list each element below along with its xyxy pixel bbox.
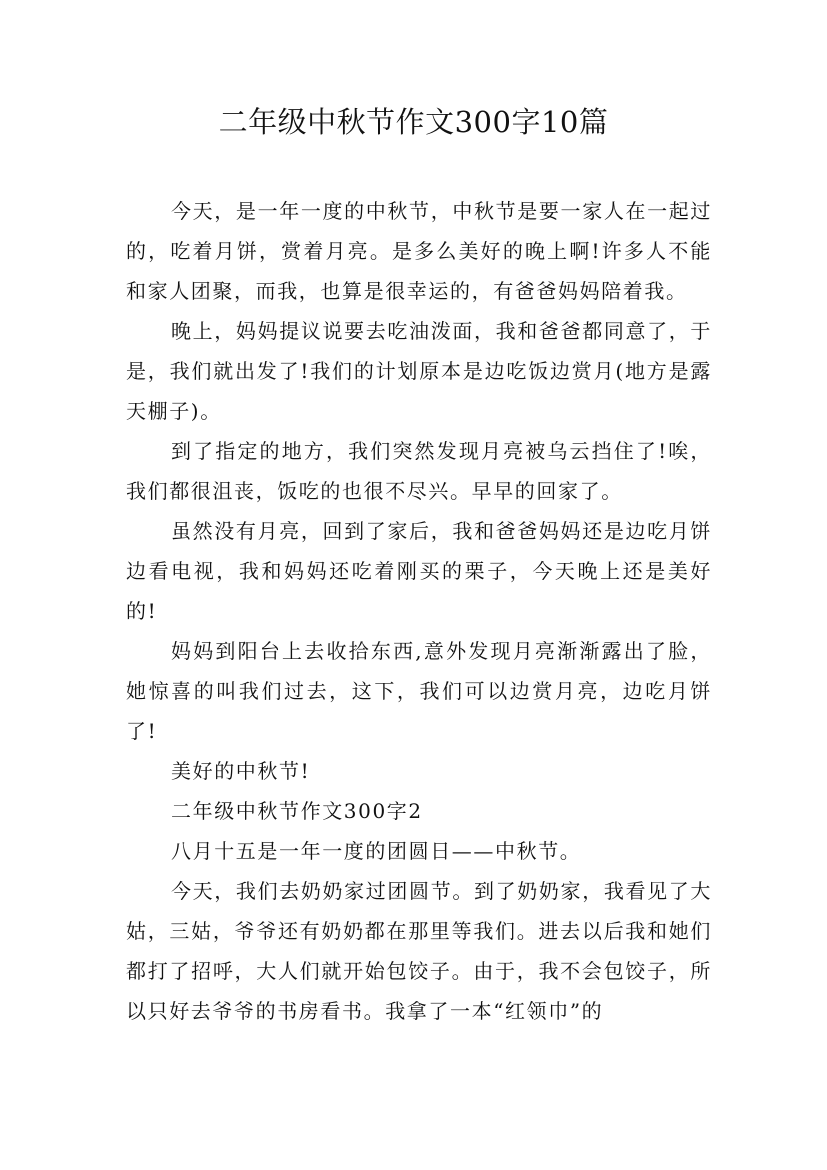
paragraph: 美好的中秋节!: [171, 759, 311, 783]
paragraph: 虽然没有月亮，回到了家后，我和爸爸妈妈还是边吃月饼边看电视，我和妈妈还吃着刚买的栗子，今天晚上还是美好的!: [126, 519, 712, 623]
paragraph: 晚上，妈妈提议说要去吃油泼面，我和爸爸都同意了，于是，我们就出发了!我们的计划原本是边吃饭边赏月(地方是露天棚子)。: [126, 319, 712, 423]
section-heading: 二年级中秋节作文300字2: [171, 799, 423, 823]
paragraph: 今天，是一年一度的中秋节，中秋节是要一家人在一起过的，吃着月饼，赏着月亮。是多么美好的晚上啊!许多人不能和家人团聚，而我，也算是很幸运的，有爸爸妈妈陪着我。: [126, 199, 712, 303]
paragraph: 今天，我们去奶奶家过团圆节。到了奶奶家，我看见了大姑，三姑，爷爷还有奶奶都在那里等我们。进去以后我和她们都打了招呼，大人们就开始包饺子。由于，我不会包饺子，所以只好去爷爷的书房看书。我拿了一本“红领巾”的: [126, 879, 712, 1023]
document-title: 二年级中秋节作文300字10篇: [218, 105, 609, 139]
paragraph: 八月十五是一年一度的团圆日——中秋节。: [171, 839, 582, 863]
paragraph: 到了指定的地方，我们突然发现月亮被乌云挡住了!唉，我们都很沮丧，饭吃的也很不尽兴。早早的回家了。: [126, 439, 712, 503]
document-body: [126, 191, 712, 1031]
paragraph: 妈妈到阳台上去收拾东西,意外发现月亮渐渐露出了脸，她惊喜的叫我们过去，这下，我们可以边赏月亮，边吃月饼了!: [126, 639, 712, 743]
